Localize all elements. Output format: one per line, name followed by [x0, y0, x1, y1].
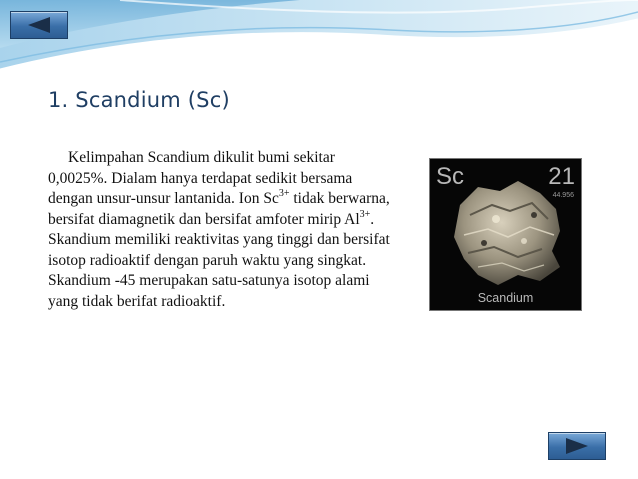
atomic-mass: 44.956 — [552, 192, 574, 199]
paragraph-text-2: tidak berwarna, bersifat diamagnetik dan bersifat amfoter mirip Al — [48, 190, 390, 228]
scandium-mineral-image — [448, 175, 566, 287]
superscript-charge: 3+ — [278, 188, 290, 199]
next-arrow-icon — [566, 438, 588, 454]
next-button[interactable] — [548, 432, 606, 460]
body-paragraph — [48, 148, 398, 312]
element-name: Scandium — [477, 291, 534, 305]
header-wave-decoration — [0, 0, 638, 75]
element-image-card — [429, 158, 582, 311]
paragraph-text-1: Kelimpahan Scandium dikulit bumi sekitar 0,0025%. Dialam hanya terdapat sedikit bersama dengan unsur-unsur lantanida. Ion Sc — [48, 149, 353, 207]
back-button[interactable] — [10, 11, 68, 39]
paragraph-text-3: . Skandium memiliki reaktivitas yang tinggi dan bersifat isotop radioaktif dengan paruh waktu yang singkat. Skandium -45 merupakan satu-satunya isotop alami yang tidak berifat radioaktif. — [48, 210, 390, 310]
back-arrow-icon — [28, 17, 50, 33]
slide-title: 1. Scandium (Sc) — [48, 88, 230, 112]
atomic-number: 21 — [548, 163, 575, 190]
superscript-charge: 3+ — [359, 208, 371, 220]
element-symbol: Sc — [436, 163, 465, 190]
